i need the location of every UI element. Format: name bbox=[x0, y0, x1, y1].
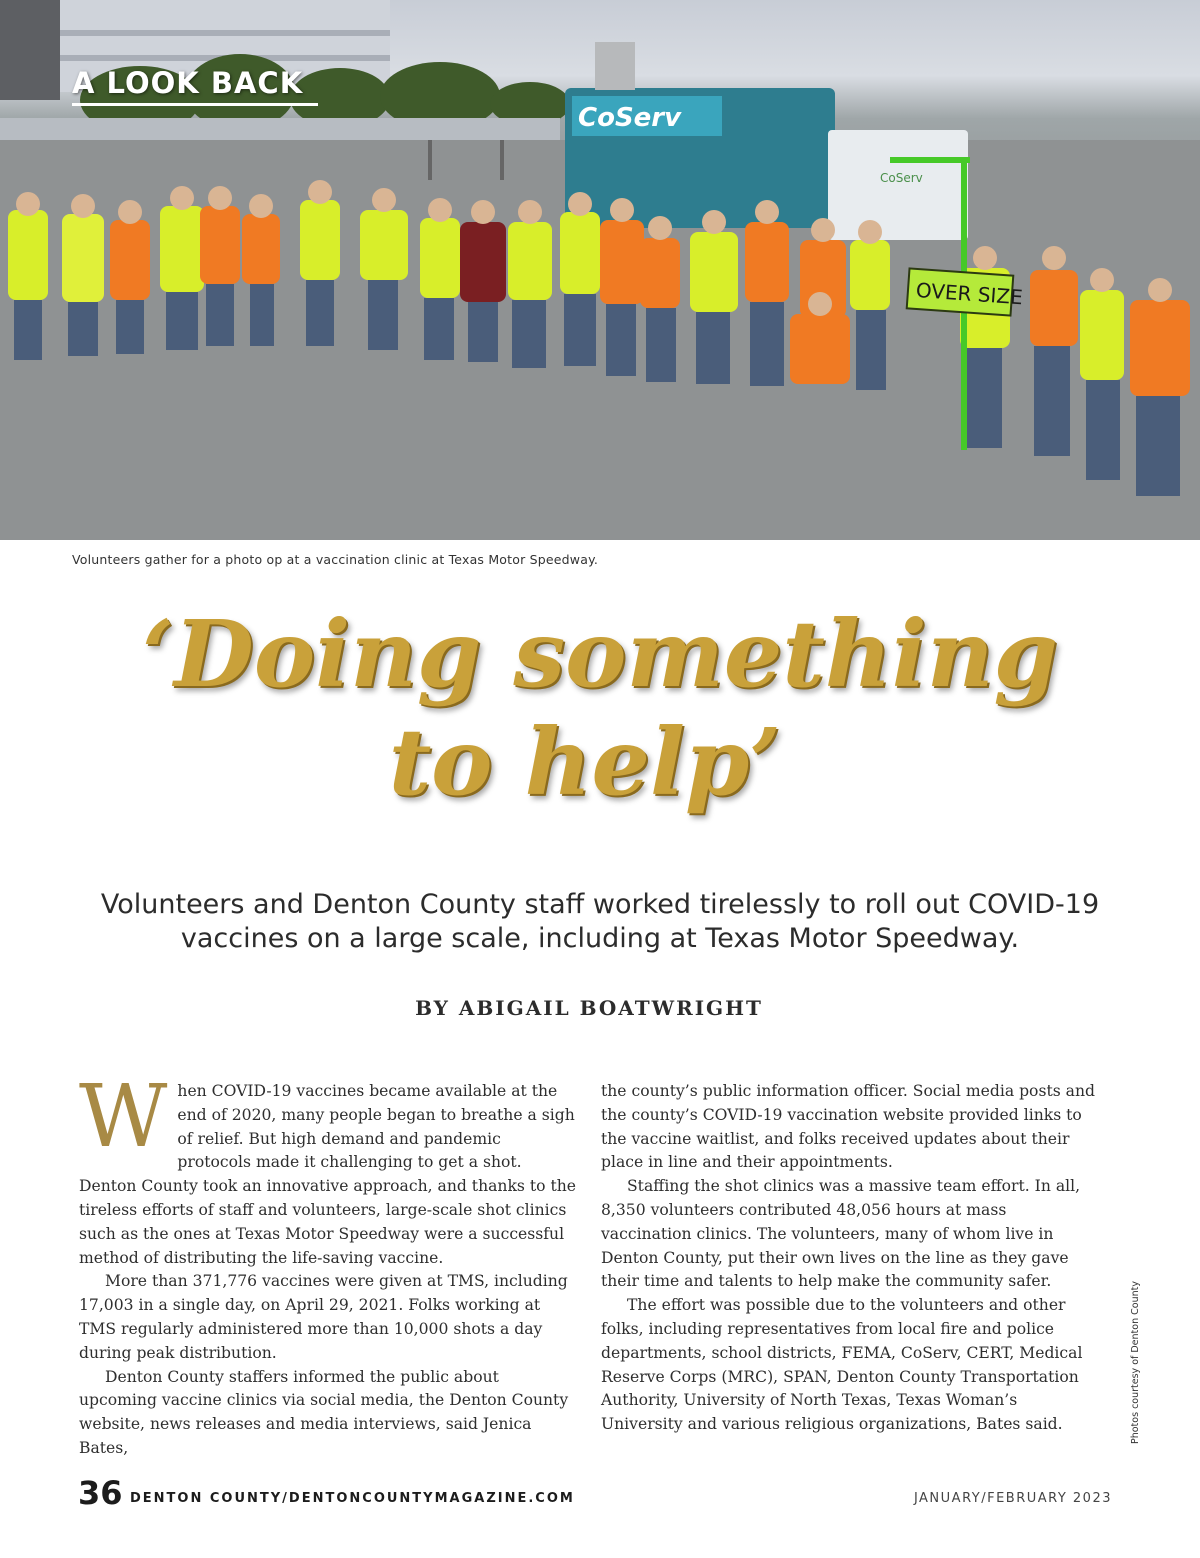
section-tag: A LOOK BACK bbox=[72, 66, 304, 100]
article-paragraph: More than 371,776 vaccines were given at TMS, including 17,003 in a single day, on April 29, 2021. Folks working at TMS regularly administered more than 10,000 shots a day during peak distribution. bbox=[79, 1272, 568, 1362]
magazine-name: DENTON COUNTY/DENTONCOUNTYMAGAZINE.COM bbox=[130, 1491, 575, 1506]
article-paragraph: the county’s public information officer. Social media posts and the county’s COVID-19 vaccination website provided links to the vaccine waitlist, and folks received updates about their place in line and their appointments. bbox=[601, 1082, 1095, 1172]
article-paragraph bbox=[79, 1067, 577, 1270]
article-column-left bbox=[79, 1067, 577, 1461]
headline-line-2: to help’ bbox=[388, 708, 782, 816]
article-paragraph: Denton County staffers informed the public about upcoming vaccine clinics via social media, the Denton County website, news releases and media interviews, said Jenica Bates, bbox=[79, 1367, 569, 1457]
deck-subtitle: Volunteers and Denton County staff worked tirelessly to roll out COVID-19 vaccines on a large scale, including at Texas Motor Speedway. bbox=[100, 889, 1100, 954]
paragraph-text: hen COVID-19 vaccines became available at the end of 2020, many people began to breathe a sigh of relief. But high demand and pandemic protocols made it challenging to get a shot. Denton County took an innovative approach, and thanks to the tireless efforts of staff and volunteers, large-scale shot clinics such as the ones at Texas Motor Speedway were a successful method of distributing the life-saving vaccine. bbox=[79, 1082, 577, 1267]
article-paragraph: The effort was possible due to the volunteers and other folks, including representatives from local fire and police departments, school districts, FEMA, CoServ, CERT, Medical Reserve Corps (MRC), SPAN, Denton County Transportation Authority, University of North Texas, Texas Woman’s University and various religious organizations, Bates said. bbox=[601, 1296, 1083, 1434]
headline-line-1: ‘Doing something bbox=[142, 600, 1058, 708]
issue-date: JANUARY/FEBRUARY 2023 bbox=[913, 1491, 1112, 1506]
trailer-brand: CoServ bbox=[880, 171, 923, 185]
oversize-sign-text: OVER SIZE bbox=[915, 277, 1024, 310]
byline: BY ABIGAIL BOATWRIGHT bbox=[415, 996, 763, 1020]
headline bbox=[0, 600, 1200, 816]
photo-caption: Volunteers gather for a photo op at a vaccination clinic at Texas Motor Speedway. bbox=[72, 552, 599, 567]
article-paragraph: Staffing the shot clinics was a massive team effort. In all, 8,350 volunteers contributed 48,056 hours at mass vaccination clinics. The volunteers, many of whom live in Denton County, put their own lives on the line as they gave their time and talents to help make the community safer. bbox=[601, 1177, 1081, 1291]
section-tag-underline bbox=[72, 103, 318, 106]
photo-credit: Photos courtesy of Denton County bbox=[1130, 1281, 1141, 1444]
page-number: 36 bbox=[78, 1474, 123, 1512]
article-column-right bbox=[601, 1080, 1099, 1437]
hero-photo bbox=[0, 0, 1200, 540]
drop-cap: W bbox=[79, 1067, 168, 1167]
truck-brand: CoServ bbox=[578, 103, 682, 133]
